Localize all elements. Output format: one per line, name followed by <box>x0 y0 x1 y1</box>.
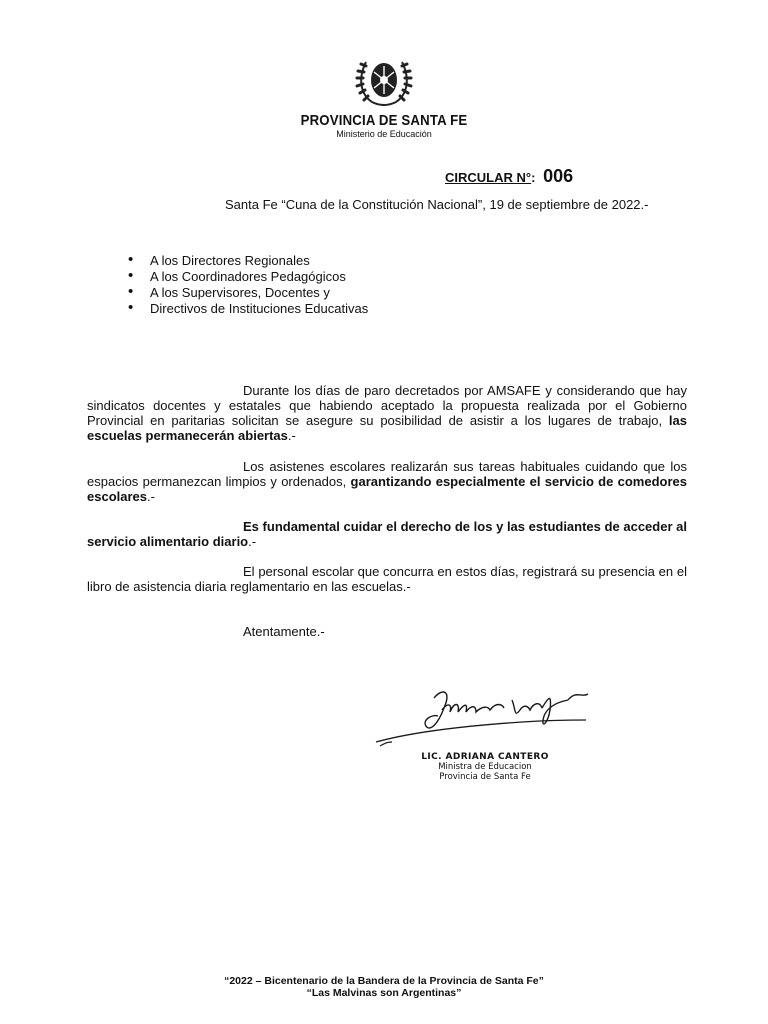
recipients-list <box>128 253 368 317</box>
paragraph-1-end: .- <box>287 428 296 443</box>
letterhead <box>0 50 768 139</box>
signer-block <box>400 752 570 782</box>
paragraph-1 <box>87 383 687 443</box>
paragraph-3-bold: Es fundamental cuidar el derecho de los y las estudiantes de acceder al servicio alimentario diario <box>87 519 687 549</box>
paragraph-3-end: .- <box>248 534 257 549</box>
paragraph-4-text: El personal escolar que concurra en estos días, registrará su presencia en el libro de asistencia diaria reglamentario en las escuelas.- <box>87 564 687 594</box>
paragraph-1-text: Durante los días de paro decretados por AMSAFE y considerando que hay sindicatos docentes y estatales que habiendo aceptado la propuesta realizada por el Gobierno Provincial en paritarias solicitan se asegure su posibilidad de asistir a los lugares de trabajo, <box>87 383 687 428</box>
signer-role: Ministra de Educacion <box>438 762 532 772</box>
footer-line-2: “Las Malvinas son Argentinas” <box>306 987 462 999</box>
recipient-item: • A los Supervisores, Docentes y <box>128 285 368 301</box>
paragraph-2 <box>87 459 687 504</box>
circular-colon: : <box>531 170 536 185</box>
provincial-seal-icon <box>352 50 416 110</box>
footer-line-1: “2022 – Bicentenario de la Bandera de la Provincia de Santa Fe” <box>224 975 544 987</box>
paragraph-1-bold: las escuelas permanecerán abiertas <box>87 413 687 443</box>
handwritten-signature <box>372 680 602 760</box>
circular-label: CIRCULAR N° <box>445 170 532 185</box>
signer-name: LIC. ADRIANA CANTERO <box>421 752 549 762</box>
circular-number-value: 006 <box>543 166 574 186</box>
place-date: Santa Fe “Cuna de la Constitución Nacional”, 19 de septiembre de 2022.- <box>225 197 649 212</box>
signer-organization: Provincia de Santa Fe <box>439 772 531 782</box>
ministry-name: Ministerio de Educación <box>336 129 432 139</box>
recipient-item: • A los Directores Regionales <box>128 253 368 269</box>
recipient-item: • A los Coordinadores Pedagógicos <box>128 269 368 285</box>
paragraph-2-bold: garantizando especialmente el servicio de comedores escolares <box>87 474 687 504</box>
circular-number <box>445 166 573 187</box>
paragraph-3 <box>87 519 687 549</box>
recipient-item-continued: • Directivos de Instituciones Educativas <box>128 301 368 317</box>
footer <box>0 975 768 999</box>
paragraph-4 <box>87 564 687 594</box>
paragraph-2-text: Los asistenes escolares realizarán sus tareas habituales cuidando que los espacios permanezcan limpios y ordenados, <box>87 459 687 489</box>
province-name: PROVINCIA DE SANTA FE <box>300 112 468 129</box>
paragraph-2-end: .- <box>147 489 155 504</box>
closing-salutation: Atentamente.- <box>243 624 325 639</box>
